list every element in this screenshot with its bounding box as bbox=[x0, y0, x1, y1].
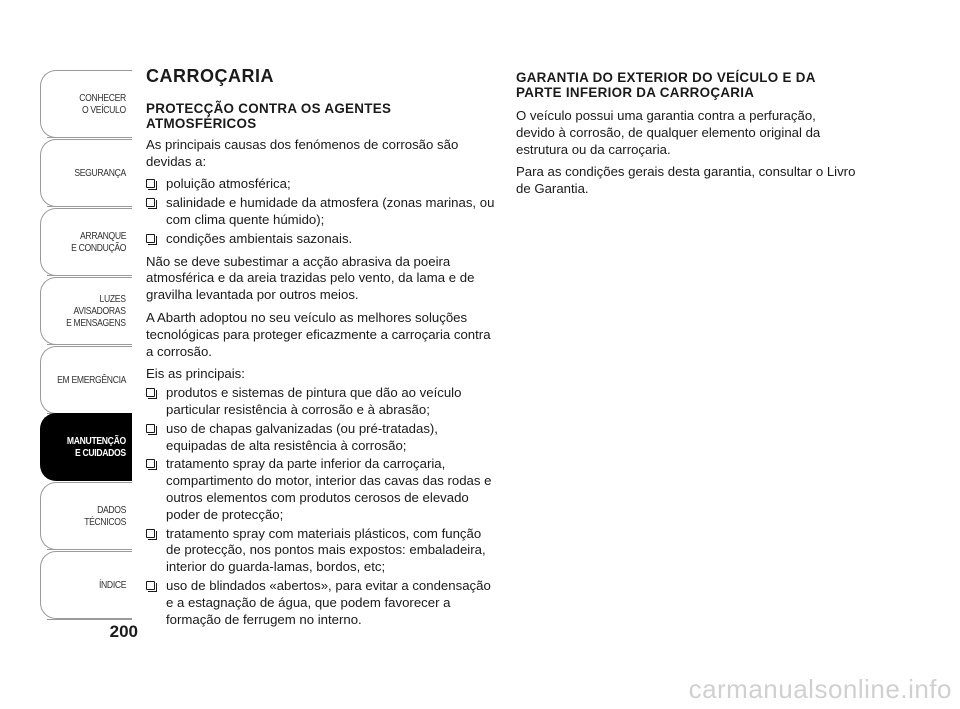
checkbox-bullet-icon bbox=[146, 459, 155, 468]
tab-seguranca[interactable] bbox=[40, 139, 132, 207]
list-item: uso de chapas galvanizadas (ou pré-tratadas), equipadas de alta resistência à corrosão; bbox=[146, 421, 496, 455]
checkbox-bullet-icon bbox=[146, 179, 155, 188]
paragraph: Para as condições gerais desta garantia, consultar o Livro de Garantia. bbox=[516, 164, 856, 197]
tab-manutencao-e-cuidados[interactable] bbox=[40, 413, 132, 481]
checkbox-bullet-icon bbox=[146, 198, 155, 207]
tab-indice[interactable] bbox=[40, 551, 132, 619]
tab-label: LUZES AVISADORAS E MENSAGENS bbox=[66, 293, 126, 329]
page-title: CARROÇARIA bbox=[146, 66, 274, 86]
section-heading: GARANTIA DO EXTERIOR DO VEÍCULO E DA PARTE INFERIOR DA CARROÇARIA bbox=[516, 70, 816, 100]
checkbox-bullet-icon bbox=[146, 424, 155, 433]
tab-label: CONHECER O VEÍCULO bbox=[79, 92, 126, 116]
list-item: salinidade e humidade da atmosfera (zonas marinas, ou com clima quente húmido); bbox=[146, 195, 496, 229]
list-item: poluição atmosférica; bbox=[146, 176, 496, 193]
intro-paragraph: As principais causas dos fenómenos de corrosão são devidas a: bbox=[146, 136, 459, 169]
checkbox-bullet-icon bbox=[146, 529, 155, 538]
tab-label: ÍNDICE bbox=[98, 579, 126, 591]
solutions-list bbox=[146, 385, 496, 628]
paragraph: Não se deve subestimar a acção abrasiva da poeira atmosférica e da areia trazidas pelo vento, da lama e de gravilha levantada por outros meios. bbox=[146, 253, 475, 303]
page-number: 200 bbox=[109, 622, 138, 641]
tab-label: MANUTENÇÃO E CUIDADOS bbox=[67, 435, 126, 459]
list-item: tratamento spray da parte inferior da carroçaria, compartimento do motor, interior das cavas das rodas e outros elementos com produtos cerosos de elevado poder de protecção; bbox=[146, 456, 496, 523]
tab-luzes-avisadoras[interactable] bbox=[40, 277, 132, 345]
watermark: carmanualsonline.info bbox=[688, 674, 952, 704]
tab-dados-tecnicos[interactable] bbox=[40, 482, 132, 550]
tab-label: SEGURANÇA bbox=[74, 167, 126, 179]
tab-arranque-e-conducao[interactable] bbox=[40, 208, 132, 276]
paragraph: Eis as principais: bbox=[146, 366, 245, 382]
tab-em-emergencia[interactable] bbox=[40, 346, 132, 414]
chapter-tabs bbox=[0, 0, 132, 709]
tab-conhecer-o-veiculo[interactable] bbox=[40, 70, 132, 138]
causes-list bbox=[146, 176, 496, 247]
tab-label: DADOS TÉCNICOS bbox=[84, 504, 126, 528]
paragraph: O veículo possui uma garantia contra a perfuração, devido à corrosão, de qualquer elemento original da estrutura ou da carroçaria. bbox=[516, 108, 821, 157]
list-item: tratamento spray com materiais plásticos, com função de protecção, nos pontos mais expostos: embaladeira, interior do guarda-lamas, bordos, etc; bbox=[146, 526, 496, 576]
list-item: uso de blindados «abertos», para evitar a condensação e a estagnação de água, que podem favorecer a formação de ferrugem no interno. bbox=[146, 578, 496, 628]
tab-label: ARRANQUE E CONDUÇÃO bbox=[70, 230, 126, 254]
right-column bbox=[516, 68, 856, 204]
paragraph: A Abarth adoptou no seu veículo as melhores soluções tecnológicas para proteger eficazmente a carroçaria contra a corrosão. bbox=[146, 309, 491, 359]
checkbox-bullet-icon bbox=[146, 234, 155, 243]
left-column bbox=[146, 68, 496, 634]
checkbox-bullet-icon bbox=[146, 581, 155, 590]
tab-label: EM EMERGÊNCIA bbox=[57, 374, 126, 386]
checkbox-bullet-icon bbox=[146, 388, 155, 397]
list-item: condições ambientais sazonais. bbox=[146, 231, 496, 248]
section-heading: PROTECÇÃO CONTRA OS AGENTES ATMOSFÉRICOS bbox=[146, 100, 392, 131]
list-item: produtos e sistemas de pintura que dão ao veículo particular resistência à corrosão e à abrasão; bbox=[146, 385, 496, 419]
